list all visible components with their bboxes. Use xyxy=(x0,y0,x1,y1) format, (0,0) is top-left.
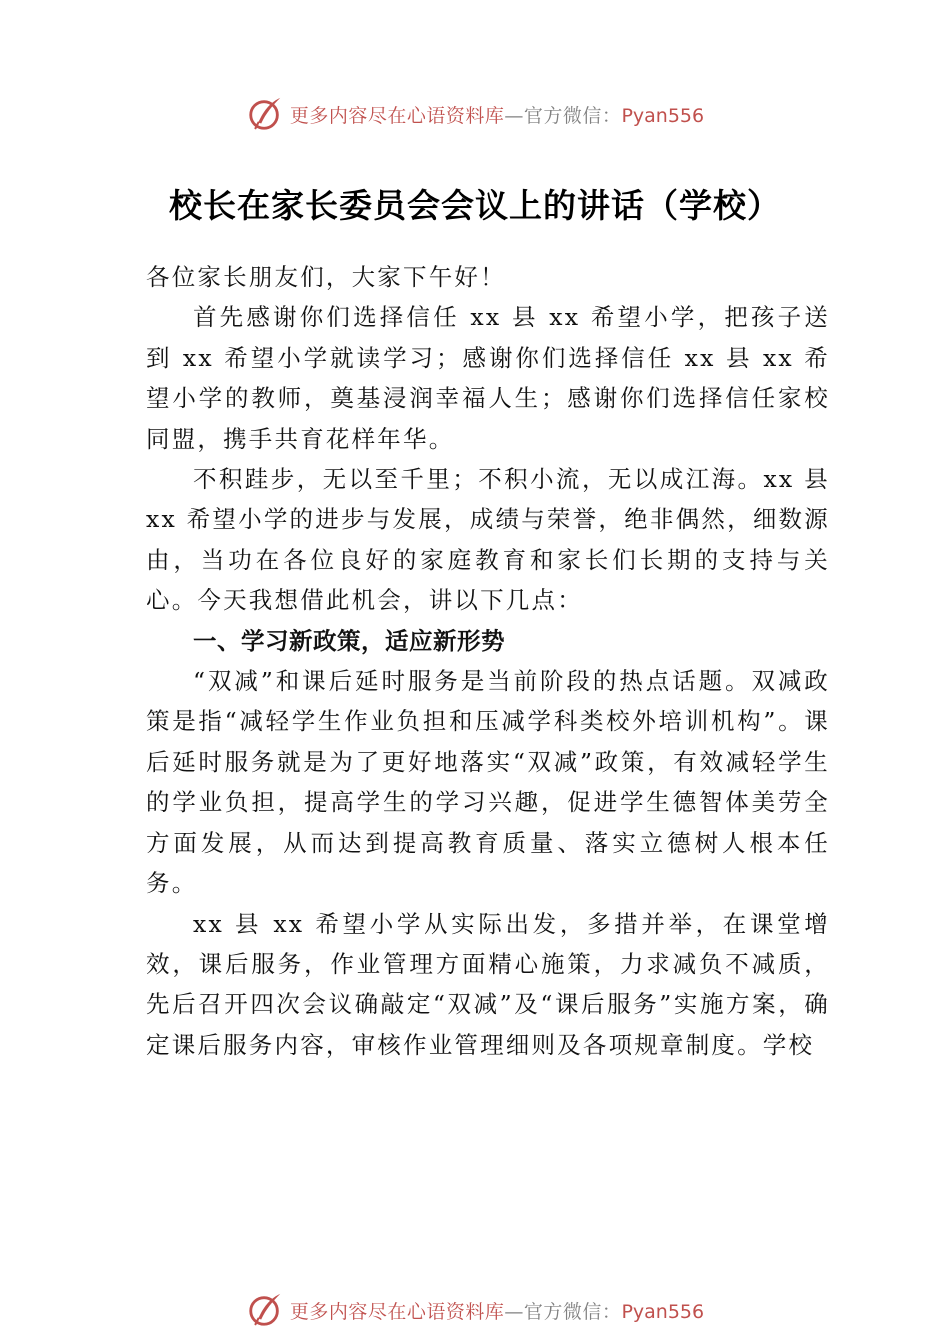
paragraph: “双减”和课后延时服务是当前阶段的热点话题。双减政策是指“减轻学生作业负担和压减学科类校外培训机构”。课后延时服务就是为了更好地落实“双减”政策，有效减轻学生的学业负担，提高学生的学习兴趣，促进学生德智体美劳全方面发展，从而达到提高教育质量、落实立德树人根本任务。 xyxy=(146,667,830,898)
header-banner xyxy=(0,94,950,134)
paragraph: xx 县 xx 希望小学从实际出发，多措并举，在课堂增效，课后服务，作业管理方面精心施策，力求减负不减质，先后召开四次会议确敲定“双减”及“课后服务”实施方案，确定课后服务内容，审核作业管理细则及各项规章制度。学校 xyxy=(146,909,830,1059)
banner-wechat-label: 官方微信： xyxy=(523,104,622,127)
banner-prefix: 更多内容尽在心语资料库 xyxy=(289,104,505,127)
footer-banner xyxy=(0,1290,950,1330)
banner-text xyxy=(290,1297,704,1324)
banner-wechat-id: Pyan556 xyxy=(621,104,705,127)
paragraph: 首先感谢你们选择信任 xx 县 xx 希望小学，把孩子送到 xx 希望小学就读学习；感谢你们选择信任 xx 县 xx 希望小学的教师，奠基浸润幸福人生；感谢你们选择信任家校同盟，携手共育花样年华。 xyxy=(146,303,830,453)
banner-wechat-id: Pyan556 xyxy=(621,1300,705,1323)
document-title: 校长在家长委员会会议上的讲话（学校） xyxy=(169,186,781,225)
document-body xyxy=(146,257,830,1065)
banner-wechat-label: 官方微信： xyxy=(523,1300,622,1323)
paragraph: 不积跬步，无以至千里；不积小流，无以成江海。xx 县 xx 希望小学的进步与发展，成绩与荣誉，绝非偶然，细数源由，当功在各位良好的家庭教育和家长们长期的支持与关心。今天我想借此机会，讲以下几点： xyxy=(146,465,830,615)
section-heading: 一、学习新政策，适应新形势 xyxy=(193,626,505,655)
quill-pen-logo-icon xyxy=(246,95,284,133)
banner-dash: — xyxy=(504,104,524,127)
quill-pen-logo-icon xyxy=(246,1291,284,1329)
banner-dash: — xyxy=(504,1300,524,1323)
banner-text xyxy=(290,101,704,128)
greeting: 各位家长朋友们，大家下午好！ xyxy=(146,263,506,291)
banner-prefix: 更多内容尽在心语资料库 xyxy=(289,1300,505,1323)
